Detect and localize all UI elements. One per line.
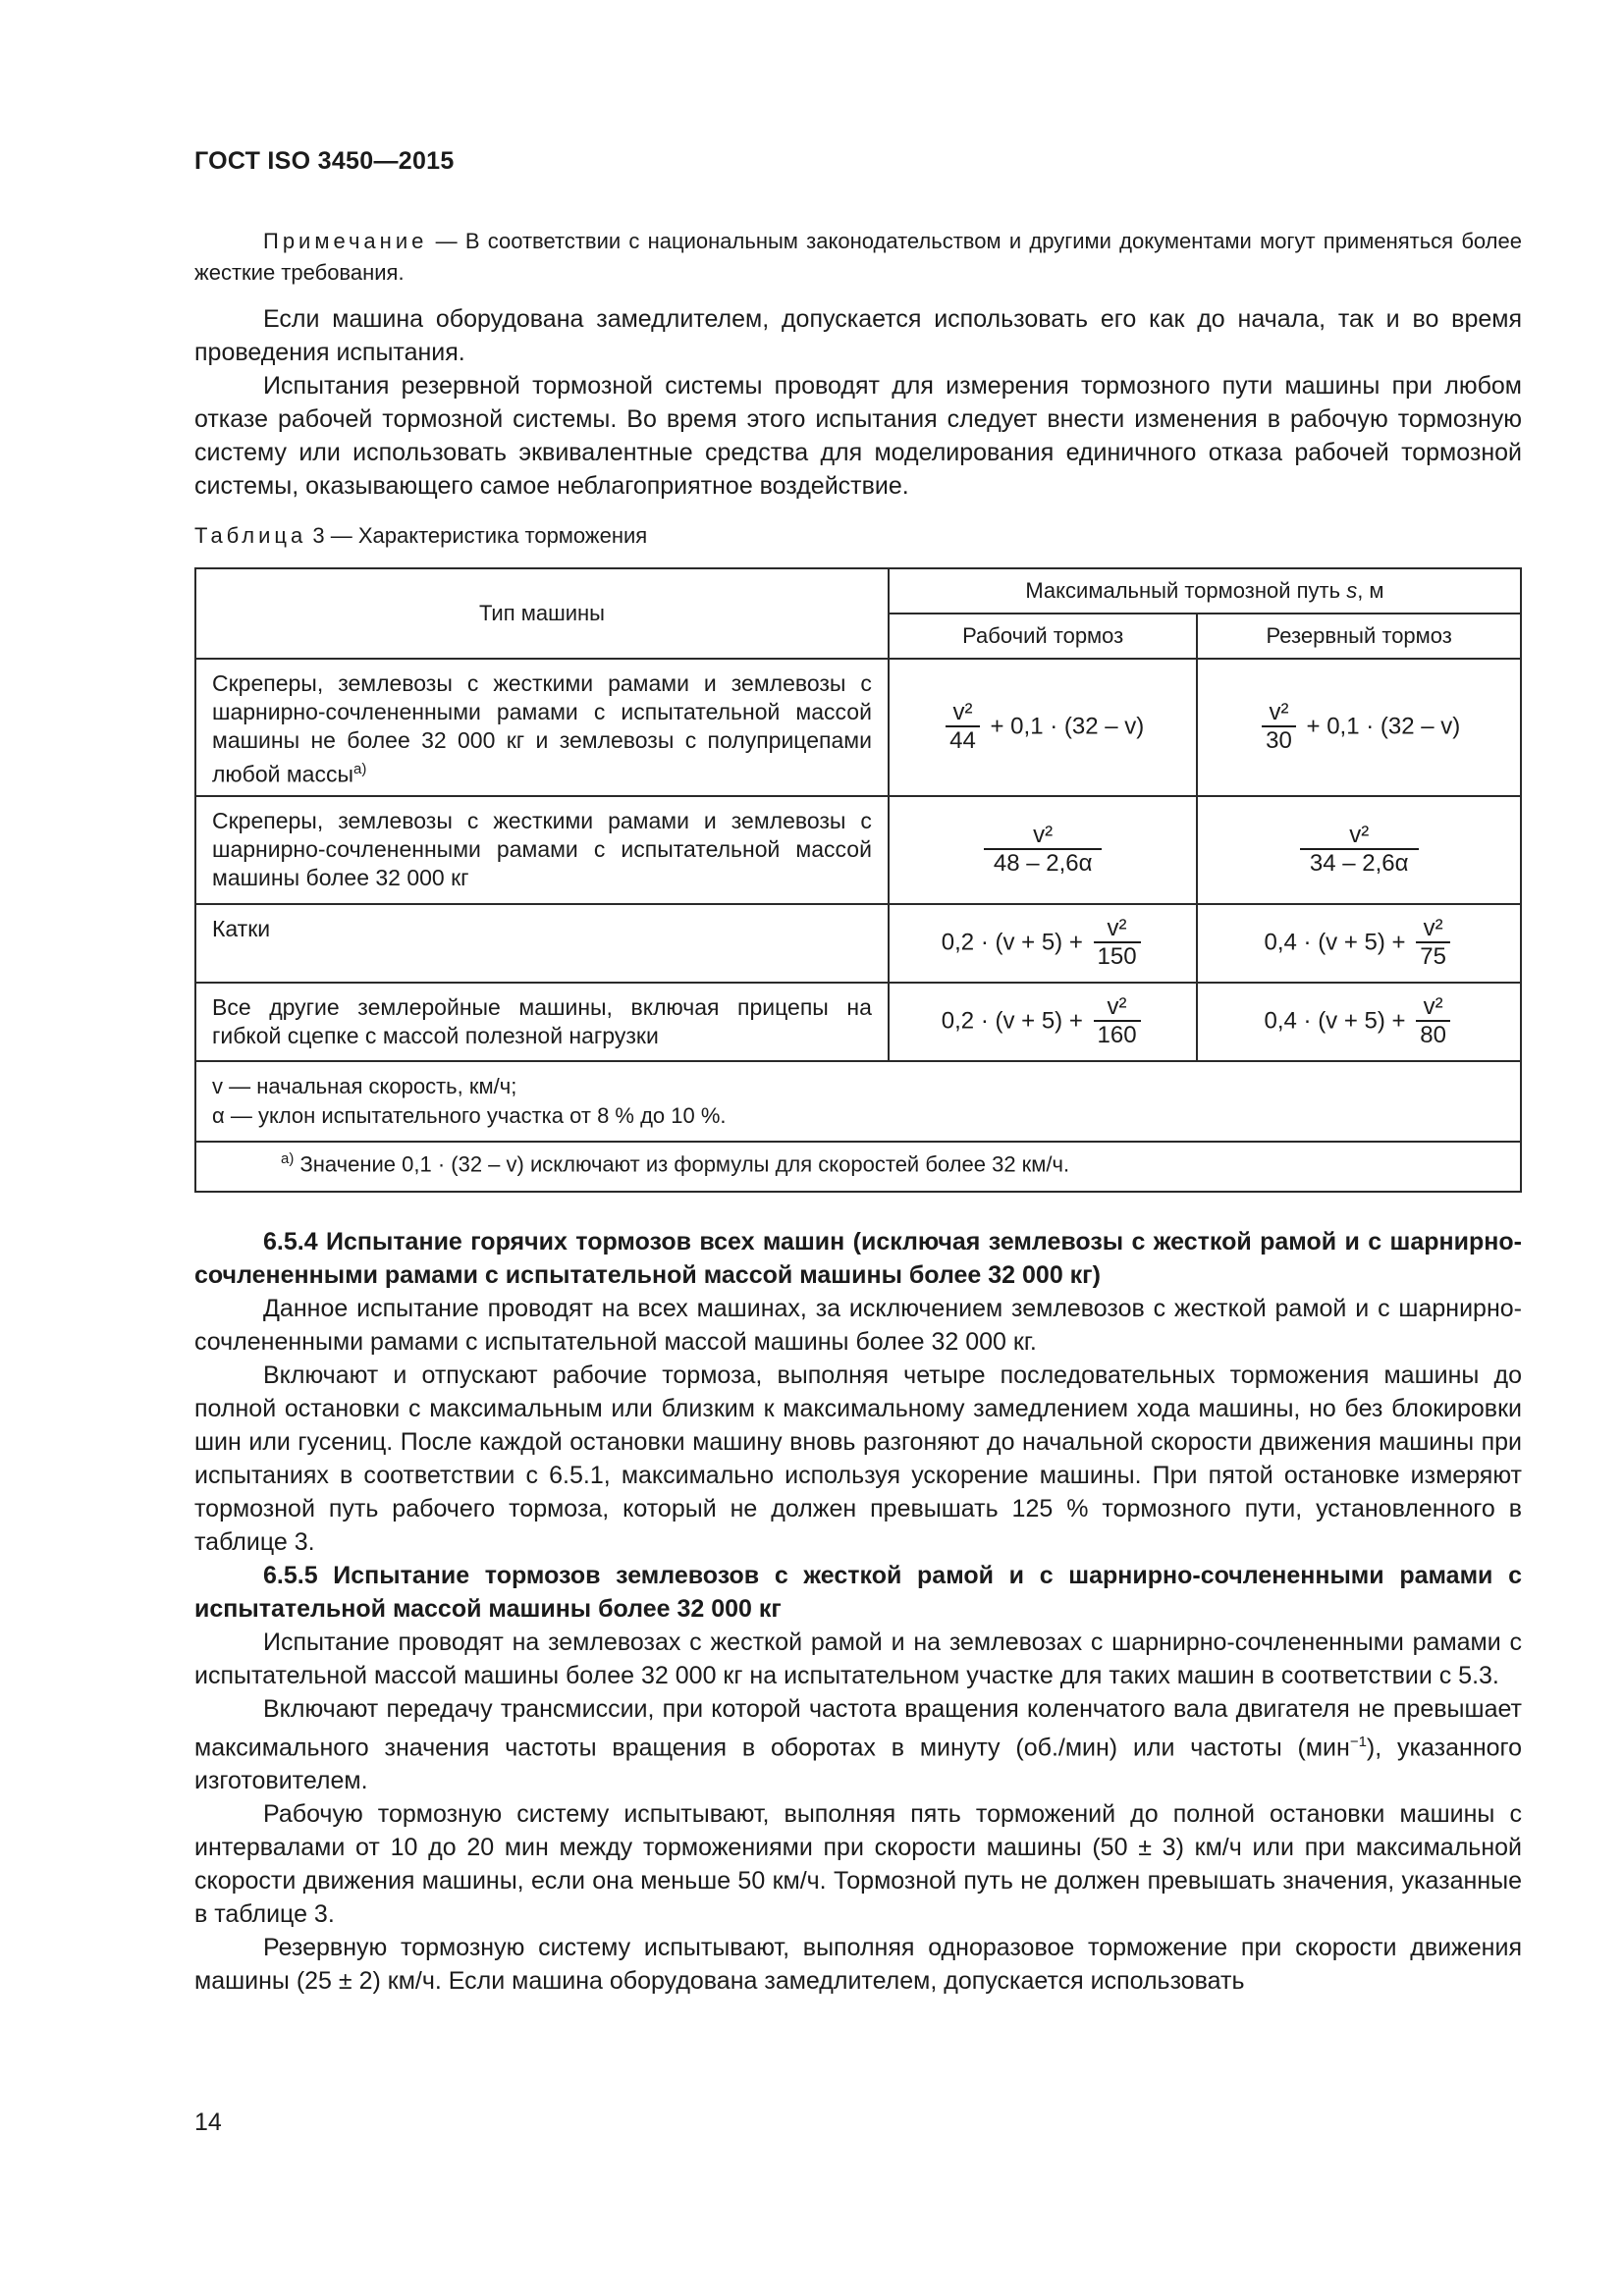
superscript: −1 [1349,1734,1367,1750]
paragraph: Данное испытание проводят на всех машинах, за исключением землевозов с жесткой рамой и с шарнирно-сочлененными рамами с испытательной массой машины более 32 000 кг. [194,1295,1522,1356]
numerator: v² [1300,823,1419,850]
fraction [1094,994,1141,1049]
denominator: 80 [1420,1022,1446,1048]
note-text: — В соответствии с национальным законодательством и другими документами могут применяться более жесткие требования. [194,229,1522,285]
numerator: v² [1416,994,1450,1022]
legend-row [195,1061,1521,1142]
machine-cell: Все другие землеройные машины, включая прицепы на гибкой сцепке с массой полезной нагрузки [195,983,889,1061]
col-max-distance-prefix: Максимальный тормозной путь [1025,578,1347,603]
reserve-formula [1197,796,1521,904]
service-formula [889,659,1198,796]
standard-header: ГОСТ ISO 3450—2015 [194,147,455,175]
sections [194,1225,1522,1998]
formula-rest: + 0,1 · (32 – v) [983,713,1145,740]
formula-lead: 0,4 · (v + 5) + [1264,929,1413,956]
fraction [1300,823,1419,878]
reserve-formula [1197,904,1521,983]
section-heading-6-5-4: 6.5.4 Испытание горячих тормозов всех машин (исключая землевозы с жесткой рамой и с шарнирно-сочлененными рамами с испытательной массой машины более 32 000 кг) [194,1228,1522,1289]
denominator: 30 [1266,727,1292,754]
paragraph: Если машина оборудована замедлителем, допускается использовать его как до начала, так и во время проведения испытания. [194,305,1522,366]
table-caption-label: Таблица [194,523,307,548]
footnote-mark: a) [281,1150,295,1167]
legend-line: v — начальная скорость, км/ч; [212,1074,517,1098]
paragraph-text: Включают передачу трансмиссии, при которой частота вращения коленчатого вала двигателя не превышает максимального значения частоты вращения в оборотах в минуту (об./мин) или частоты (мин [194,1695,1522,1762]
table-caption [194,523,647,549]
formula-lead: 0,4 · (v + 5) + [1264,1007,1413,1035]
paragraph-text: ), указанного изготовителем. [194,1734,1522,1795]
footnote-ref: a) [353,761,367,777]
service-formula [889,904,1198,983]
intro-paragraphs [194,302,1522,503]
col-max-distance [889,568,1521,614]
paragraph: Испытания резервной тормозной системы проводят для измерения тормозного пути машины при любом отказе рабочей тормозной системы. Во время этого испытания следует внести изменения в рабочую тормозную систему или использовать эквивалентные средства для моделирования единичного отказа рабочей тормозной системы, оказывающего самое неблагоприятное воздействие. [194,372,1522,500]
machine-cell: Скреперы, землевозы с жесткими рамами и землевозы с шарнирно-сочлененными рамами с испытательной массой машины более 32 000 кг [195,796,889,904]
fraction [1262,700,1296,755]
formula-rest: + 0,1 · (32 – v) [1299,713,1461,740]
col-service-brake: Рабочий тормоз [889,614,1198,659]
note [194,226,1522,289]
numerator: v² [946,700,980,727]
numerator: v² [1262,700,1296,727]
numerator: v² [984,823,1103,850]
denominator: 44 [949,727,976,754]
service-formula [889,796,1198,904]
paragraph: Испытание проводят на землевозах с жесткой рамой и на землевозах с шарнирно-сочлененными рамами с испытательной массой машины более 32 000 кг на испытательном участке для таких машин в соответствии с 5.3. [194,1629,1522,1689]
fraction [1416,994,1450,1049]
reserve-formula [1197,983,1521,1061]
footnote-cell [195,1142,1521,1192]
paragraph-rpm [194,1692,1522,1797]
fraction [1094,916,1141,971]
col-machine-type: Тип машины [195,568,889,659]
col-reserve-brake: Резервный тормоз [1197,614,1521,659]
table-caption-text: 3 — Характеристика торможения [306,523,648,548]
denominator: 75 [1420,943,1446,970]
table-row [195,796,1521,904]
fraction [946,700,980,755]
formula-lead: 0,2 · (v + 5) + [941,929,1090,956]
col-max-distance-suffix: , м [1357,578,1384,603]
legend-cell [195,1061,1521,1142]
footnote-row [195,1142,1521,1192]
footnote-text: Значение 0,1 · (32 – v) исключают из формулы для скоростей более 32 км/ч. [294,1151,1070,1177]
service-formula [889,983,1198,1061]
paragraph: Рабочую тормозную систему испытывают, выполняя пять торможений до полной остановки машины с интервалами от 10 до 20 мин между торможениями при скорости машины (50 ± 3) км/ч или при максимальной скорости движения машины, если она меньше 50 км/ч. Тормозной путь не должен превышать значения, указанные в таблице 3. [194,1800,1522,1929]
machine-text: Скреперы, землевозы с жесткими рамами и землевозы с шарнирно-сочлененными рамами с испытательной массой машины не более 32 000 кг и землевозы с полуприцепами любой массы [212,670,872,787]
reserve-formula [1197,659,1521,796]
numerator: v² [1416,916,1450,943]
fraction [1416,916,1450,971]
denominator: 150 [1097,943,1137,970]
section-heading-6-5-5: 6.5.5 Испытание тормозов землевозов с жесткой рамой и с шарнирно-сочлененными рамами с испытательной массой машины более 32 000 кг [194,1562,1522,1623]
legend-line: α — уклон испытательного участка от 8 % до 10 %. [212,1103,727,1128]
note-label: Примечание [263,229,428,253]
paragraph: Включают и отпускают рабочие тормоза, выполняя четыре последовательных торможения машины до полной остановки с максимальным или близким к максимальному замедлением хода машины, но без блокировки шин или гусениц. После каждой остановки машину вновь разгоняют до начальной скорости движения машины при испытаниях в соответствии с 6.5.1, максимально используя ускорение машины. При пятой остановке измеряют тормозной путь рабочего тормоза, который не должен превышать 125 % тормозного пути, установленного в таблице 3. [194,1362,1522,1556]
table-row [195,659,1521,796]
formula-lead: 0,2 · (v + 5) + [941,1007,1090,1035]
machine-cell [195,659,889,796]
denominator: 34 – 2,6α [1309,850,1409,877]
col-max-distance-var: s [1346,578,1358,603]
denominator: 160 [1097,1022,1137,1048]
braking-table [194,567,1522,1193]
fraction [984,823,1103,878]
paragraph: Резервную тормозную систему испытывают, выполняя одноразовое торможение при скорости движения машины (25 ± 2) км/ч. Если машина оборудована замедлителем, допускается использовать [194,1934,1522,1996]
table-row [195,983,1521,1061]
denominator: 48 – 2,6α [993,850,1093,877]
page-number: 14 [194,2109,222,2136]
table-row [195,904,1521,983]
numerator: v² [1094,916,1141,943]
machine-cell: Катки [195,904,889,983]
numerator: v² [1094,994,1141,1022]
